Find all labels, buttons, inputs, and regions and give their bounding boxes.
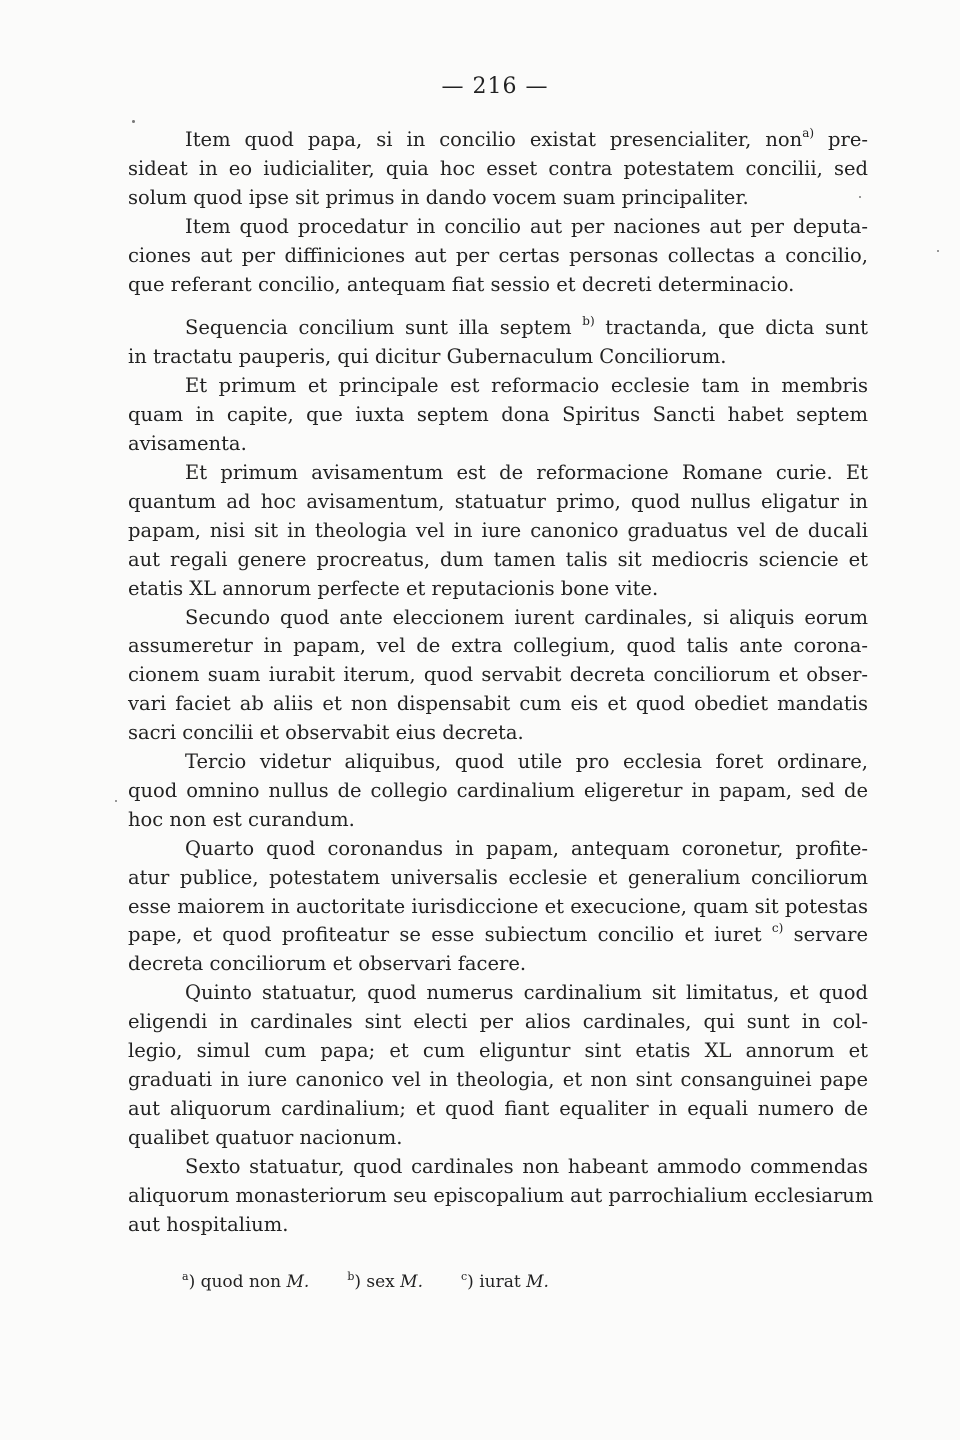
text-line: [128, 632, 868, 661]
text-segment: pre-: [814, 128, 868, 151]
text-segment: in tractatu pauperis, qui dicitur Gubernaculum Conciliorum.: [128, 345, 727, 369]
text-line: [128, 401, 868, 430]
text-line: [128, 430, 868, 459]
text-line: [128, 372, 868, 401]
text-line: [128, 517, 868, 546]
footnote-text: ) sex: [354, 1272, 401, 1292]
footnote-mark: c: [460, 1270, 468, 1283]
text-line: [128, 575, 868, 604]
text-line: [128, 314, 868, 343]
text-segment: servare: [783, 923, 868, 947]
text-segment: Et primum avisamentum est de reformacione Romane curie. Et: [185, 460, 868, 484]
text-line: [128, 748, 868, 777]
text-segment: aut regali genere procreatus, dum tamen talis sit mediocris sciencie et: [128, 547, 868, 571]
text-segment: pape, et quod profiteatur se esse subiectum concilio et iuret: [128, 923, 772, 947]
paragraph: [128, 604, 868, 749]
text-segment: Et primum et principale est reformacio ecclesie tam in membris: [185, 374, 868, 398]
text-segment: quam in capite, que iuxta septem dona Spiritus Sancti habet septem: [128, 403, 868, 427]
text-line: [128, 835, 868, 864]
text-line: [128, 690, 868, 719]
text-line: [128, 1153, 868, 1182]
text-line: [128, 1066, 868, 1095]
footnote-marker: c): [771, 921, 784, 936]
text-line: [128, 1008, 868, 1037]
footnote-text: ) iurat: [467, 1272, 527, 1292]
footnote: [461, 1272, 549, 1292]
text-segment: sacri concilii et observabit eius decreta.: [128, 721, 524, 745]
page-number: — 216 —: [441, 74, 549, 99]
text-line: [128, 864, 868, 893]
text-line: [128, 155, 868, 184]
text-segment: papam, nisi sit in theologia vel in iure canonico graduatus vel de ducali: [128, 518, 868, 542]
footnote-marker: a): [802, 126, 815, 140]
paragraph-gap: [128, 299, 868, 314]
text-line: [128, 546, 868, 575]
paragraph: [128, 213, 868, 300]
paragraph: [128, 126, 868, 213]
text-segment: aut hospitalium.: [128, 1212, 289, 1236]
paragraph: [128, 372, 868, 459]
text-segment: graduati in iure canonico vel in theologia, et non sint consanguinei pape: [128, 1068, 868, 1091]
text-line: [128, 1095, 868, 1124]
text-segment: quantum ad hoc avisamentum, statuatur primo, quod nullus eligatur in: [128, 489, 868, 513]
footnote: [347, 1272, 423, 1292]
text-segment: legio, simul cum papa; et cum eliguntur sint etatis XL annorum et: [128, 1039, 868, 1063]
text-line: [128, 806, 868, 835]
text-line: [128, 661, 868, 690]
paragraph: [128, 459, 868, 604]
text-segment: Item quod papa, si in concilio existat presencialiter, non: [185, 128, 803, 151]
paragraph: [128, 314, 868, 372]
text-line: [128, 893, 868, 922]
text-line: [128, 1037, 868, 1066]
footnote-mark: a: [182, 1270, 189, 1283]
body-text: [128, 126, 874, 1239]
text-line: [128, 242, 868, 271]
text-segment: vari faciet ab aliis et non dispensabit cum eis et quod obediet mandatis: [128, 692, 868, 716]
text-segment: esse maiorem in auctoritate iurisdiccione et execucione, quam sit potestas: [128, 894, 868, 918]
text-line: [128, 184, 868, 213]
footnote-text: ) quod non: [188, 1272, 287, 1292]
text-line: [128, 921, 868, 950]
text-segment: qualibet quatuor nacionum.: [128, 1125, 403, 1149]
footnote-mark: b: [347, 1270, 355, 1283]
text-segment: Item quod procedatur in concilio aut per naciones aut per deputa-: [185, 214, 868, 238]
text-segment: cionem suam iurabit iterum, quod servabit decreta conciliorum et obser-: [128, 663, 868, 687]
text-line: [128, 213, 868, 242]
text-segment: etatis XL annorum perfecte et reputacionis bone vite.: [128, 576, 659, 600]
paper-speck: [132, 120, 135, 123]
text-segment: Secundo quod ante eleccionem iurent cardinales, si aliquis eorum: [185, 605, 868, 629]
text-segment: solum quod ipse sit primus in dando vocem suam principaliter.: [128, 185, 749, 209]
text-line: [128, 271, 868, 300]
text-line: [128, 459, 868, 488]
text-segment: atur publice, potestatem universalis ecclesie et generalium conciliorum: [128, 865, 868, 889]
text-segment: quod omnino nullus de collegio cardinalium eligeretur in papam, sed de: [128, 778, 868, 802]
text-segment: aliquorum monasteriorum seu episcopalium aut parrochialium ecclesiarum: [128, 1183, 874, 1207]
footnotes: [182, 1272, 587, 1292]
paper-speck: [115, 800, 117, 802]
footnote-source: M.: [286, 1272, 310, 1292]
text-segment: Quarto quod coronandus in papam, antequam coronetur, profite-: [185, 836, 868, 860]
footnote-source: M.: [400, 1272, 423, 1292]
text-segment: assumeretur in papam, vel de extra collegium, quod talis ante corona-: [128, 634, 868, 658]
text-segment: tractanda, que dicta sunt: [594, 316, 868, 340]
text-segment: sideat in eo iudicialiter, quia hoc esset contra potestatem concilii, sed: [128, 156, 868, 180]
text-segment: decreta conciliorum et observari facere.: [128, 952, 527, 976]
text-segment: Tercio videtur aliquibus, quod utile pro ecclesia foret ordinare,: [185, 750, 868, 774]
text-segment: que referant concilio, antequam fiat sessio et decreti determinacio.: [128, 272, 795, 296]
text-line: [128, 719, 868, 748]
text-segment: Quinto statuatur, quod numerus cardinalium sit limitatus, et quod: [185, 981, 868, 1005]
paragraph: [128, 835, 868, 980]
text-segment: eligendi in cardinales sint electi per alios cardinales, qui sunt in col-: [128, 1010, 868, 1034]
text-segment: hoc non est curandum.: [128, 807, 355, 831]
footnote-marker: b): [582, 314, 595, 329]
paper-speck: [859, 196, 861, 198]
footnote-source: M.: [526, 1272, 549, 1292]
text-line: [128, 777, 868, 806]
text-line: [128, 1124, 868, 1153]
footnote: [182, 1272, 309, 1292]
text-line: [128, 343, 868, 372]
paper-speck: [937, 250, 939, 252]
text-segment: Sexto statuatur, quod cardinales non habeant ammodo commendas: [185, 1154, 868, 1178]
text-line: [128, 1182, 874, 1211]
text-segment: aut aliquorum cardinalium; et quod fiant equaliter in equali numero de: [128, 1096, 868, 1120]
text-segment: avisamenta.: [128, 432, 247, 456]
paragraph: [128, 1153, 874, 1240]
text-line: [128, 1211, 868, 1240]
text-line: [128, 488, 868, 517]
text-line: [128, 604, 868, 633]
text-line: [128, 126, 868, 155]
text-line: [128, 979, 868, 1008]
text-segment: Sequencia concilium sunt illa septem: [185, 316, 583, 340]
text-segment: ciones aut per diffiniciones aut per certas personas collectas a concilio,: [128, 243, 868, 267]
paragraph: [128, 979, 868, 1152]
text-line: [128, 950, 868, 979]
paragraph: [128, 748, 868, 835]
